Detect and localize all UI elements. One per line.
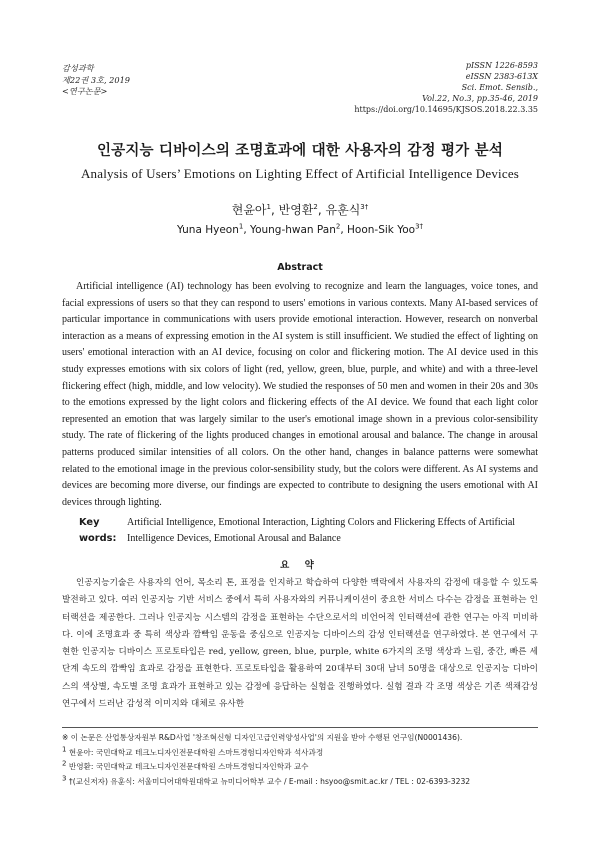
abstract-text: Artificial intelligence (AI) technology has been evolving to recognize and learn the languages, voice tones, and facial expressions of users so that they can respond to users' emotions in various contexts. Many AI-based services of particular importance in communications with users provide emotional interaction. However, research on nonverbal interaction as a means of expressing emotion in the AI system is still insufficient. We studied the effect of lighting on users' emotional interaction with an AI device, focusing on color and flickering motion. The AI device used in this study expresses emotions with six colors of light (red, yellow, green, blue, purple, and white) and with a three-level flickering effect (high, middle, and low velocity). We studied the responses of 50 men and women in their 20s and 30s to the emotions expressed by the light colors and flickering effects of the AI device. We found that each light color represented an emotion that was largely similar to the user's emotional image shown in a previous color-sensibility study. The rate of flickering of the lights produced changes in emotional arousal and balance. The change in arousal patterns produced similar intensities of all colors. On the other hand, changes in balance patterns were somewhat related to the emotional image in the previous color-sensibility study, but the colors were different. As AI systems and devices are becoming more diverse, our findings are expected to contribute to designing the users emotional with AI devices through lighting. xyxy=(62,281,538,508)
title-korean: 인공지능 디바이스의 조명효과에 대한 사용자의 감정 평가 분석 xyxy=(96,143,504,159)
author-name: 현윤아 xyxy=(231,203,267,217)
summary-text: 인공지능기술은 사용자의 언어, 목소리 톤, 표정을 인지하고 학습하여 다양한 맥락에서 사용자의 감정에 대응할 수 있도록 발전하고 있다. 여러 인공지능 기반 서비스 중에서 특히 사용자와의 커뮤니케이션이 중요한 서비스 다수는 감정을 표현하는 인터랙션을 제공한다. 그러나 인공지능 시스템의 감정을 표현하는 수단으로서의 비언어적 인터랙션에 관한 연구는 아직 미비하다. 이에 조명효과 중 특히 색상과 깜빡임 운동을 중심으로 인공지능 디바이스의 감성 인터랙션을 연구하였다. 본 연구에서 구현한 인공지능 디바이스 프로토타입은 red, yellow, green, blue, purple, white 6가지의 조명 색상과 느림, 중간, 빠른 세 단계 속도의 깜빡임 효과로 감정을 표현한다. 프로토타입을 활용하여 20대부터 30대 남녀 50명을 대상으로 인공지능 디바이스의 색상별, 속도별 조명 효과가 표현하고 있는 감정에 응답하는 실험을 진행하였다. 실험 결과 각 조명 색상은 기존 색채감성연구에서 드러난 감성적 이미지와 대체로 유사한 xyxy=(62,578,538,710)
journal-abbrev: Sci. Emot. Sensib., xyxy=(461,83,538,92)
keywords-label: Key words: xyxy=(79,517,117,544)
keywords xyxy=(79,515,538,546)
footnote-divider xyxy=(62,727,538,728)
footnote-mark: 2 xyxy=(62,759,67,768)
author-mark: 2 xyxy=(335,222,341,231)
author-mark: 2 xyxy=(313,203,318,211)
doi-link[interactable]: https://doi.org/10.14695/KJSOS.2018.22.3.35 xyxy=(354,105,538,114)
footnote-funding xyxy=(62,731,538,746)
footnote-author-3 xyxy=(62,775,538,790)
journal-info-left xyxy=(62,63,130,98)
keywords-text: Artificial Intelligence, Emotional Interaction, Lighting Colors and Flickering Effects of Artificial Intelligence Devices, Emotional Arousal and Balance xyxy=(127,517,516,544)
footnote-text: †(교신저자) 유훈식: 서울미디어대학원대학교 뉴미디어학부 교수 / E-mail : hsyoo@smit.ac.kr / TEL : 02-6393-3232 xyxy=(68,776,471,786)
abstract-heading: Abstract xyxy=(277,262,323,273)
footnote-text: 반영환: 국민대학교 테크노디자인전문대학원 스마트경험디자인학과 교수 xyxy=(68,762,309,771)
author-mark: 1 xyxy=(238,222,244,231)
author-name: Hoon-Sik Yoo xyxy=(347,224,416,236)
footnote-mark: 3 xyxy=(62,773,67,782)
pissn: pISSN 1226-8593 xyxy=(465,61,538,70)
author-mark: 1 xyxy=(266,203,271,211)
author-separator: , xyxy=(270,203,279,217)
footnote-text: 현윤아: 국민대학교 테크노디자인전문대학원 스마트경험디자인학과 석사과정 xyxy=(68,747,324,757)
journal-volume: 제22권 3호, 2019 xyxy=(62,74,130,85)
footnote-author-2 xyxy=(62,760,538,775)
author-mark: 3† xyxy=(415,222,424,231)
volume-pages: Vol.22, No.3, pp.35-46, 2019 xyxy=(422,94,538,103)
author-name: 반영환 xyxy=(278,203,314,217)
summary-heading: 요 약 xyxy=(280,560,320,571)
footnote-mark: ※ xyxy=(62,733,69,742)
author-mark: 3† xyxy=(360,203,369,211)
title-english: Analysis of Users’ Emotions on Lighting Effect of Artificial Intelligence Devices xyxy=(80,166,520,181)
authors-korean xyxy=(0,201,600,218)
footnote-mark: 1 xyxy=(62,744,67,753)
footnote-text: 이 논문은 산업통상자원부 R&D사업 '창조혁신형 디자인고급인력양성사업'의 지원을 받아 수행된 연구임(N0001436). xyxy=(70,733,463,742)
eissn: eISSN 2383-613X xyxy=(465,72,538,81)
footnote-author-1 xyxy=(62,746,538,761)
authors-english xyxy=(0,224,600,236)
author-name: 유훈식 xyxy=(325,203,361,217)
footnotes xyxy=(62,731,538,789)
author-separator: , xyxy=(340,224,348,236)
article-type: <연구논문> xyxy=(62,86,108,96)
journal-name: 감성과학 xyxy=(62,63,94,73)
journal-info-right xyxy=(354,60,538,115)
author-name: Young-hwan Pan xyxy=(250,224,336,236)
author-separator: , xyxy=(243,224,251,236)
author-name: Yuna Hyeon xyxy=(176,224,239,236)
author-separator: , xyxy=(317,203,326,217)
